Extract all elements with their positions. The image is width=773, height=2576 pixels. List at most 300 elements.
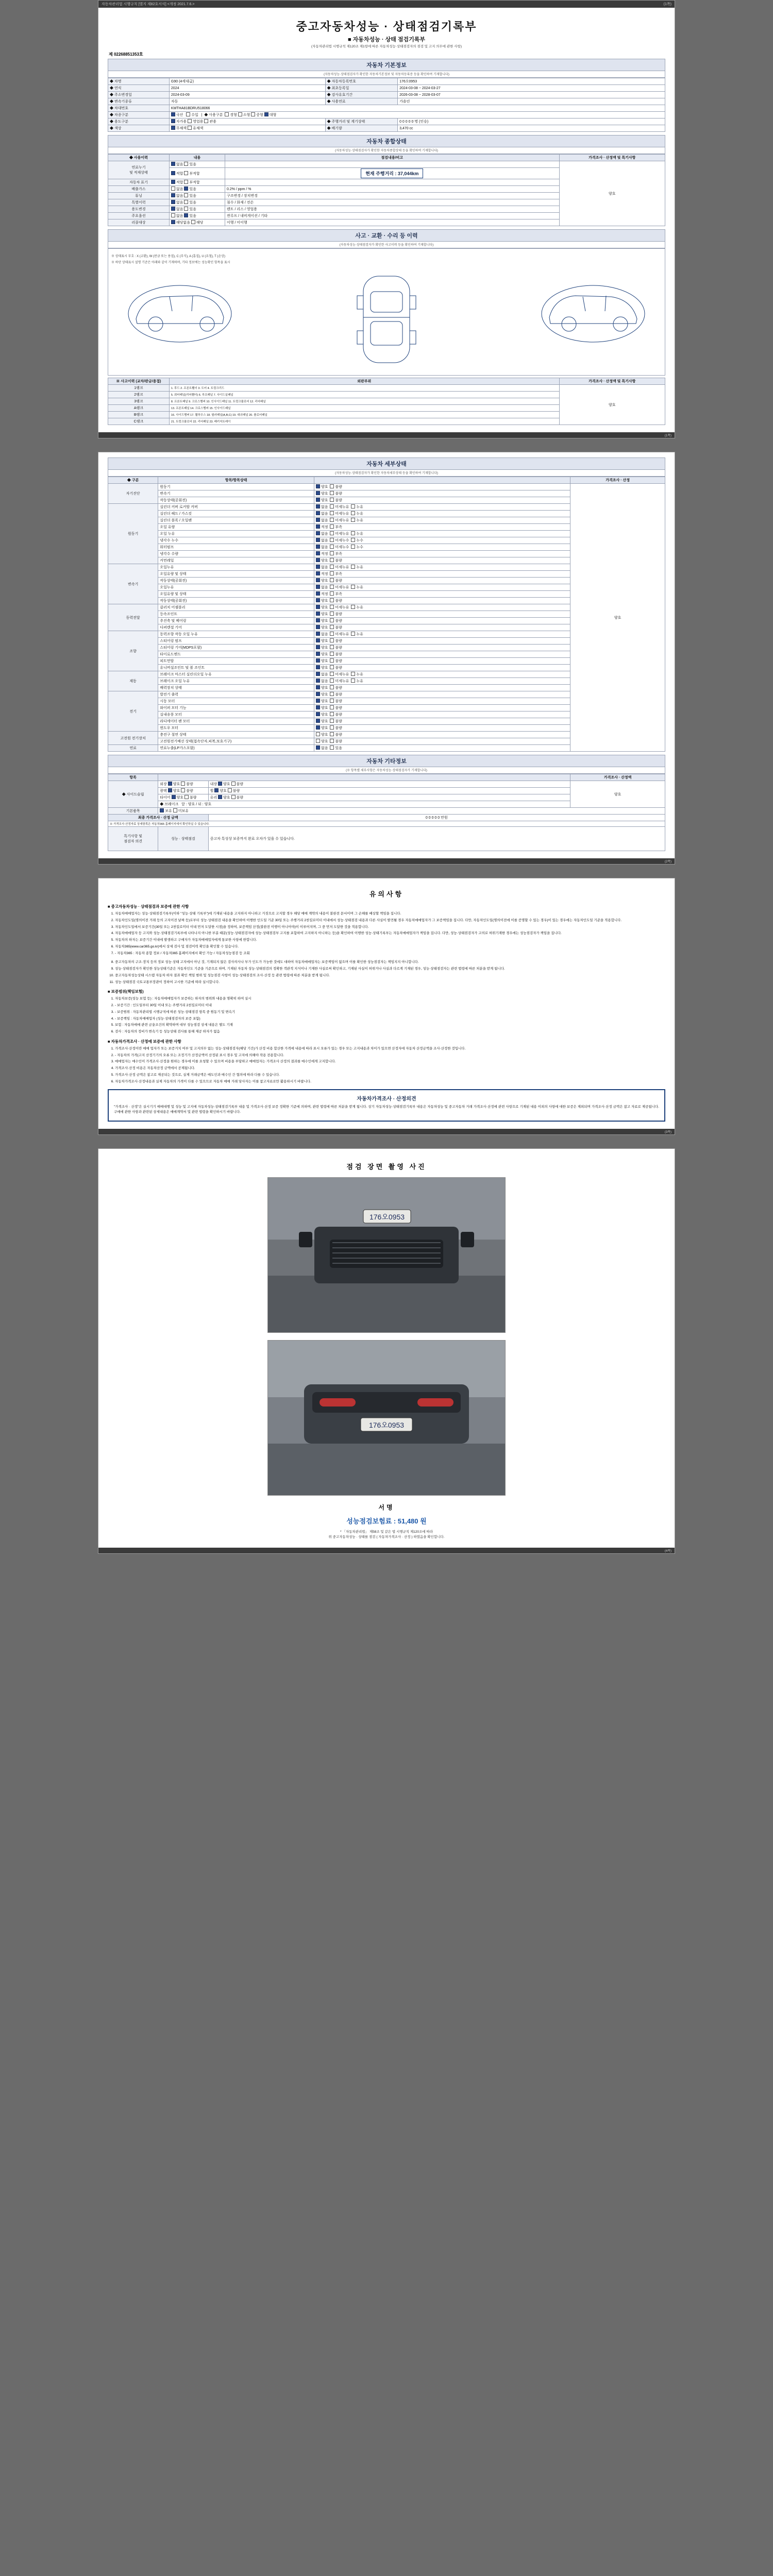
option-label: 양호	[321, 646, 330, 650]
checkbox-icon[interactable]	[171, 162, 175, 166]
checkbox-icon[interactable]	[181, 782, 185, 786]
vehicle-type-options[interactable]: 국산 수입 | ◆ 사용구분 경형 소형 중형 대형	[169, 112, 665, 118]
checkbox-icon[interactable]	[316, 658, 320, 663]
checkbox-icon[interactable]	[316, 518, 320, 522]
checkbox-icon[interactable]	[330, 732, 334, 736]
checkbox-option[interactable]	[238, 113, 250, 117]
checkbox-icon[interactable]	[330, 685, 334, 689]
checkbox-icon[interactable]	[330, 625, 334, 629]
checkbox-option[interactable]	[330, 546, 351, 549]
checkbox-option[interactable]	[330, 613, 344, 616]
detail-item-options[interactable]	[314, 598, 570, 604]
checkbox-option[interactable]	[330, 626, 344, 630]
checkbox-option[interactable]	[316, 519, 330, 522]
detail-item-options[interactable]	[314, 638, 570, 645]
checkbox-option[interactable]	[330, 720, 344, 723]
checkbox-option[interactable]	[330, 519, 351, 522]
checkbox-option[interactable]	[330, 485, 344, 489]
checkbox-icon[interactable]	[204, 119, 208, 123]
checkbox-option[interactable]	[316, 592, 330, 596]
checkbox-icon[interactable]	[330, 679, 334, 683]
checkbox-option[interactable]	[351, 673, 365, 676]
detail-item-options[interactable]	[314, 537, 570, 544]
checkbox-option[interactable]	[330, 505, 351, 509]
checkbox-icon[interactable]	[330, 665, 334, 669]
detail-item-options[interactable]	[314, 517, 570, 524]
checkbox-icon[interactable]	[330, 745, 334, 750]
checkbox-option[interactable]	[330, 673, 351, 676]
checkbox-icon[interactable]	[316, 598, 320, 602]
checkbox-icon[interactable]	[351, 605, 355, 609]
checkbox-option[interactable]	[316, 633, 330, 636]
checkbox-icon[interactable]	[330, 531, 334, 535]
detail-item-options[interactable]	[314, 524, 570, 531]
option-label: 양호	[321, 713, 330, 717]
checkbox-option[interactable]	[351, 586, 365, 589]
checkbox-icon[interactable]	[316, 491, 320, 495]
checkbox-option[interactable]	[330, 539, 351, 543]
detail-item-options[interactable]	[314, 645, 570, 651]
detail-item-options[interactable]	[314, 571, 570, 578]
checkbox-icon[interactable]	[330, 632, 334, 636]
checkbox-icon[interactable]	[218, 795, 222, 799]
checkbox-option[interactable]	[316, 559, 330, 563]
checkbox-icon[interactable]	[184, 180, 188, 184]
checkbox-option[interactable]	[351, 519, 365, 522]
color-options[interactable]	[169, 125, 325, 132]
checkbox-icon[interactable]	[316, 558, 320, 562]
checkbox-icon[interactable]	[330, 652, 334, 656]
checkbox-icon[interactable]	[330, 712, 334, 716]
checkbox-option[interactable]	[316, 706, 330, 710]
checkbox-icon[interactable]	[351, 518, 355, 522]
checkbox-icon[interactable]	[184, 207, 188, 211]
checkbox-icon[interactable]	[184, 193, 188, 197]
detail-item-label: 작동상태(공회전)	[158, 598, 314, 604]
field-value: 가솔린	[398, 98, 665, 105]
checkbox-option[interactable]	[330, 666, 344, 670]
checkbox-icon[interactable]	[316, 665, 320, 669]
checkbox-option[interactable]	[316, 492, 330, 496]
detail-item-options[interactable]	[314, 678, 570, 685]
detail-item-options[interactable]	[314, 685, 570, 691]
detail-item-options[interactable]	[314, 557, 570, 564]
checkbox-option[interactable]	[316, 653, 330, 656]
detail-item-options[interactable]	[314, 738, 570, 745]
checkbox-icon[interactable]	[330, 719, 334, 723]
checkbox-option[interactable]	[188, 127, 203, 130]
checkbox-icon[interactable]	[330, 725, 334, 730]
use-options[interactable]	[169, 118, 325, 125]
checkbox-option[interactable]	[330, 572, 344, 576]
detail-item-options[interactable]	[314, 732, 570, 738]
checkbox-option[interactable]	[316, 619, 330, 623]
checkbox-icon[interactable]	[171, 207, 175, 211]
checkbox-option[interactable]	[351, 512, 365, 516]
checkbox-icon[interactable]	[184, 213, 188, 217]
checkbox-icon[interactable]	[330, 618, 334, 622]
checkbox-option[interactable]	[330, 586, 351, 589]
checkbox-option[interactable]	[316, 552, 330, 556]
checkbox-option[interactable]	[316, 740, 330, 743]
checkbox-option[interactable]	[351, 606, 365, 609]
checkbox-option[interactable]	[330, 599, 344, 603]
checkbox-icon[interactable]	[330, 699, 334, 703]
checkbox-option[interactable]	[330, 706, 344, 710]
checkbox-icon[interactable]	[171, 193, 175, 197]
checkbox-icon[interactable]	[184, 187, 188, 191]
checkbox-option[interactable]	[316, 680, 330, 683]
checkbox-icon[interactable]	[316, 732, 320, 736]
checkbox-option[interactable]	[351, 505, 365, 509]
detail-item-options[interactable]	[314, 531, 570, 537]
checkbox-icon[interactable]	[316, 638, 320, 642]
checkbox-icon[interactable]	[330, 565, 334, 569]
checkbox-icon[interactable]	[330, 598, 334, 602]
checkbox-icon[interactable]	[171, 126, 175, 130]
checkbox-option[interactable]	[316, 499, 330, 502]
checkbox-option[interactable]	[330, 633, 351, 636]
row-sub: 없음 있음	[169, 213, 225, 219]
checkbox-option[interactable]	[316, 733, 330, 737]
checkbox-icon[interactable]	[351, 679, 355, 683]
checkbox-icon[interactable]	[330, 645, 334, 649]
detail-item-options[interactable]	[314, 544, 570, 551]
checkbox-option[interactable]	[316, 659, 330, 663]
checkbox-icon[interactable]	[228, 788, 232, 792]
checkbox-icon[interactable]	[168, 788, 172, 792]
checkbox-icon[interactable]	[330, 638, 334, 642]
checkbox-option[interactable]	[316, 599, 330, 603]
detail-item-options[interactable]	[314, 611, 570, 618]
detail-item-options[interactable]	[314, 711, 570, 718]
checkbox-option[interactable]	[316, 639, 330, 643]
checkbox-option[interactable]	[316, 566, 330, 569]
detail-item-options[interactable]	[314, 584, 570, 591]
checkbox-icon[interactable]	[351, 585, 355, 589]
detail-item-options[interactable]	[314, 651, 570, 658]
checkbox-icon[interactable]	[316, 632, 320, 636]
checkbox-icon[interactable]	[316, 625, 320, 629]
checkbox-icon[interactable]	[186, 112, 190, 116]
checkbox-option[interactable]	[316, 606, 330, 609]
checkbox-option[interactable]	[316, 747, 330, 750]
detail-item-options[interactable]	[314, 490, 570, 497]
detail-item-options[interactable]	[314, 591, 570, 598]
checkbox-option[interactable]	[316, 539, 330, 543]
notice-item: 1. 가격조사·산정이란 매매 업자가 또는 보증거치 여부 및 고지의무 없는 성능·상태점검자(해당 기간)가 산정 비용 합산한 가격에 내용에 따라 표시 오류가 있는 경우 또는 고지내용과 차이가 있으면 산정자에 자동차 산정금액을 조사·산정한 것입니다.	[115, 1046, 665, 1052]
checkbox-option[interactable]	[351, 539, 365, 543]
checkbox-option[interactable]	[330, 512, 351, 516]
checkbox-icon[interactable]	[316, 511, 320, 515]
checkbox-option[interactable]	[330, 693, 344, 697]
detail-item-options[interactable]	[314, 484, 570, 490]
checkbox-icon[interactable]	[330, 511, 334, 515]
checkbox-option[interactable]	[316, 485, 330, 489]
checkbox-icon[interactable]	[316, 538, 320, 542]
field-label: ◆ 주소변경일	[108, 92, 170, 98]
checkbox-option[interactable]	[330, 740, 344, 743]
detail-item-label: 스티어링 기어(MDPS포함)	[158, 645, 314, 651]
detail-group-label: 조향	[108, 631, 158, 671]
checkbox-icon[interactable]	[330, 524, 334, 529]
checkbox-option[interactable]	[330, 499, 344, 502]
detail-item-label: 디퍼렌셜 기어	[158, 624, 314, 631]
checkbox-option[interactable]	[316, 700, 330, 703]
checkbox-icon[interactable]	[330, 612, 334, 616]
checkbox-icon[interactable]	[173, 808, 177, 812]
checkbox-icon[interactable]	[171, 220, 175, 224]
checkbox-icon[interactable]	[330, 672, 334, 676]
checkbox-icon[interactable]	[251, 112, 255, 116]
checkbox-option[interactable]	[316, 532, 330, 536]
checkbox-icon[interactable]	[330, 518, 334, 522]
checkbox-option[interactable]	[330, 552, 344, 556]
checkbox-icon[interactable]	[330, 538, 334, 542]
checkbox-icon[interactable]	[171, 200, 175, 204]
checkbox-option[interactable]	[316, 713, 330, 717]
checkbox-option[interactable]	[204, 120, 216, 124]
checkbox-option[interactable]	[171, 120, 187, 124]
checkbox-option[interactable]	[316, 512, 330, 516]
checkbox-option[interactable]	[351, 680, 365, 683]
checkbox-option[interactable]	[316, 646, 330, 650]
checkbox-icon[interactable]	[264, 112, 268, 116]
detail-item-options[interactable]	[314, 698, 570, 705]
checkbox-option[interactable]	[330, 686, 344, 690]
option-label: 불량	[335, 726, 344, 730]
checkbox-icon[interactable]	[188, 126, 192, 130]
checkbox-icon[interactable]	[316, 699, 320, 703]
field-value: 3,470 cc	[398, 125, 665, 132]
checkbox-icon[interactable]	[316, 725, 320, 730]
detail-item-options[interactable]	[314, 578, 570, 584]
detail-item-options[interactable]	[314, 665, 570, 671]
checkbox-option[interactable]	[330, 619, 344, 623]
checkbox-option[interactable]	[316, 686, 330, 690]
checkbox-icon[interactable]	[171, 187, 175, 191]
checkbox-icon[interactable]	[330, 551, 334, 555]
checkbox-option[interactable]	[316, 613, 330, 616]
checkbox-option[interactable]	[330, 592, 344, 596]
checkbox-option[interactable]	[351, 546, 365, 549]
checkbox-icon[interactable]	[316, 685, 320, 689]
checkbox-icon[interactable]	[316, 692, 320, 696]
detail-item-options[interactable]	[314, 725, 570, 732]
detail-item-options[interactable]	[314, 691, 570, 698]
checkbox-icon[interactable]	[184, 162, 188, 166]
checkbox-option[interactable]	[316, 673, 330, 676]
checkbox-option[interactable]	[351, 566, 365, 569]
checkbox-icon[interactable]	[330, 571, 334, 575]
checkbox-option[interactable]	[330, 726, 344, 730]
checkbox-option[interactable]	[188, 120, 203, 124]
checkbox-option[interactable]	[251, 113, 263, 117]
checkbox-option[interactable]	[316, 572, 330, 576]
detail-item-options[interactable]	[314, 497, 570, 504]
checkbox-icon[interactable]	[171, 119, 175, 123]
checkbox-icon[interactable]	[351, 672, 355, 676]
detail-item-options[interactable]	[314, 631, 570, 638]
detail-item-options[interactable]	[314, 718, 570, 725]
checkbox-option[interactable]	[330, 492, 344, 496]
option-label: 부족	[335, 592, 344, 596]
checkbox-icon[interactable]	[231, 782, 236, 786]
checkbox-option[interactable]	[330, 713, 344, 717]
checkbox-icon[interactable]	[351, 511, 355, 515]
checkbox-icon[interactable]	[316, 504, 320, 509]
detail-item-options[interactable]	[314, 745, 570, 752]
checkbox-icon[interactable]	[225, 112, 229, 116]
checkbox-icon[interactable]	[171, 213, 175, 217]
checkbox-option[interactable]	[330, 606, 351, 609]
checkbox-icon[interactable]	[316, 565, 320, 569]
checkbox-option[interactable]	[351, 633, 365, 636]
checkbox-icon[interactable]	[171, 171, 175, 175]
checkbox-option[interactable]	[351, 532, 365, 536]
checkbox-icon[interactable]	[330, 705, 334, 709]
checkbox-icon[interactable]	[330, 591, 334, 596]
checkbox-icon[interactable]	[316, 605, 320, 609]
checkbox-icon[interactable]	[184, 795, 189, 799]
checkbox-option[interactable]	[316, 666, 330, 670]
checkbox-option[interactable]	[330, 579, 344, 583]
checkbox-icon[interactable]	[330, 739, 334, 743]
checkbox-icon[interactable]	[330, 558, 334, 562]
checkbox-icon[interactable]	[181, 788, 185, 792]
checkbox-option[interactable]	[316, 505, 330, 509]
checkbox-option[interactable]	[316, 586, 330, 589]
checkbox-option[interactable]	[330, 532, 351, 536]
checkbox-icon[interactable]	[316, 578, 320, 582]
checkbox-option[interactable]	[316, 626, 330, 630]
checkbox-icon[interactable]	[351, 538, 355, 542]
checkbox-icon[interactable]	[316, 591, 320, 596]
detail-item-options[interactable]	[314, 504, 570, 511]
checkbox-icon[interactable]	[330, 692, 334, 696]
checkbox-icon[interactable]	[316, 745, 320, 750]
checkbox-icon[interactable]	[316, 645, 320, 649]
checkbox-option[interactable]	[330, 639, 344, 643]
checkbox-option[interactable]	[330, 526, 344, 529]
checkbox-option[interactable]	[330, 653, 344, 656]
checkbox-option[interactable]	[330, 566, 351, 569]
checkbox-option[interactable]	[330, 733, 344, 737]
checkbox-icon[interactable]	[316, 585, 320, 589]
checkbox-option[interactable]	[316, 526, 330, 529]
checkbox-icon[interactable]	[171, 180, 175, 184]
checkbox-option[interactable]	[264, 113, 277, 117]
checkbox-icon[interactable]	[316, 612, 320, 616]
checkbox-icon[interactable]	[160, 808, 164, 812]
checkbox-icon[interactable]	[316, 571, 320, 575]
checkbox-option[interactable]	[316, 693, 330, 697]
guarantee-opinion-box	[108, 1089, 665, 1122]
svg-text:176오0953: 176오0953	[368, 1420, 405, 1429]
checkbox-option[interactable]	[330, 659, 344, 663]
option-label: 불량	[335, 619, 344, 623]
checkbox-option[interactable]	[330, 680, 351, 683]
checkbox-icon[interactable]	[351, 545, 355, 549]
checkbox-icon[interactable]	[316, 551, 320, 555]
checkbox-option[interactable]	[316, 546, 330, 549]
checkbox-icon[interactable]	[351, 565, 355, 569]
checkbox-icon[interactable]	[231, 795, 236, 799]
checkbox-icon[interactable]	[316, 712, 320, 716]
checkbox-option[interactable]	[171, 127, 187, 130]
checkbox-icon[interactable]	[184, 200, 188, 204]
checkbox-icon[interactable]	[218, 782, 222, 786]
checkbox-icon[interactable]	[330, 491, 334, 495]
checkbox-icon[interactable]	[171, 112, 175, 116]
detail-item-options[interactable]	[314, 671, 570, 678]
checkbox-icon[interactable]	[191, 220, 195, 224]
checkbox-icon[interactable]	[316, 498, 320, 502]
option-label: 양호	[321, 666, 330, 670]
detail-item-options[interactable]	[314, 618, 570, 624]
checkbox-option[interactable]	[186, 113, 198, 117]
checkbox-option[interactable]	[330, 559, 344, 563]
checkbox-option[interactable]	[316, 720, 330, 723]
checkbox-icon[interactable]	[316, 719, 320, 723]
checkbox-icon[interactable]	[330, 504, 334, 509]
checkbox-icon[interactable]	[214, 788, 219, 792]
checkbox-icon[interactable]	[330, 498, 334, 502]
checkbox-option[interactable]	[225, 113, 237, 117]
checkbox-icon[interactable]	[316, 672, 320, 676]
checkbox-option[interactable]	[316, 579, 330, 583]
checkbox-icon[interactable]	[188, 119, 192, 123]
checkbox-option[interactable]	[316, 726, 330, 730]
detail-item-options[interactable]	[314, 564, 570, 571]
checkbox-icon[interactable]	[351, 531, 355, 535]
checkbox-icon[interactable]	[316, 545, 320, 549]
diagram-legend-1: ※ 상태표시 부호 : X (교환), W (판금 또는 용접), C (부식), A (흠집), U (요철), T (손상)	[111, 255, 225, 258]
checkbox-icon[interactable]	[330, 545, 334, 549]
checkbox-icon[interactable]	[316, 531, 320, 535]
checkbox-icon[interactable]	[172, 795, 176, 799]
detail-item-options[interactable]	[314, 658, 570, 665]
checkbox-icon[interactable]	[168, 782, 172, 786]
checkbox-icon[interactable]	[316, 652, 320, 656]
checkbox-icon[interactable]	[330, 578, 334, 582]
checkbox-icon[interactable]	[316, 679, 320, 683]
checkbox-icon[interactable]	[238, 112, 242, 116]
checkbox-icon[interactable]	[316, 618, 320, 622]
detail-item-label: 고전원전기배선 상태(접속단자,피복,보호기구)	[158, 738, 314, 745]
checkbox-icon[interactable]	[330, 585, 334, 589]
checkbox-icon[interactable]	[316, 524, 320, 529]
detail-item-options[interactable]	[314, 511, 570, 517]
checkbox-icon[interactable]	[316, 705, 320, 709]
checkbox-icon[interactable]	[330, 484, 334, 488]
checkbox-icon[interactable]	[184, 171, 188, 175]
checkbox-option[interactable]	[171, 113, 183, 117]
checkbox-icon[interactable]	[316, 484, 320, 488]
checkbox-option[interactable]	[330, 700, 344, 703]
checkbox-option[interactable]	[330, 747, 344, 750]
checkbox-icon[interactable]	[330, 605, 334, 609]
detail-item-options[interactable]	[314, 705, 570, 711]
detail-item-options[interactable]	[314, 551, 570, 557]
checkbox-icon[interactable]	[316, 739, 320, 743]
checkbox-option[interactable]	[330, 646, 344, 650]
checkbox-icon[interactable]	[351, 504, 355, 509]
checkbox-icon[interactable]	[351, 632, 355, 636]
checkbox-icon[interactable]	[330, 658, 334, 663]
detail-item-options[interactable]	[314, 604, 570, 611]
detail-item-options[interactable]	[314, 624, 570, 631]
